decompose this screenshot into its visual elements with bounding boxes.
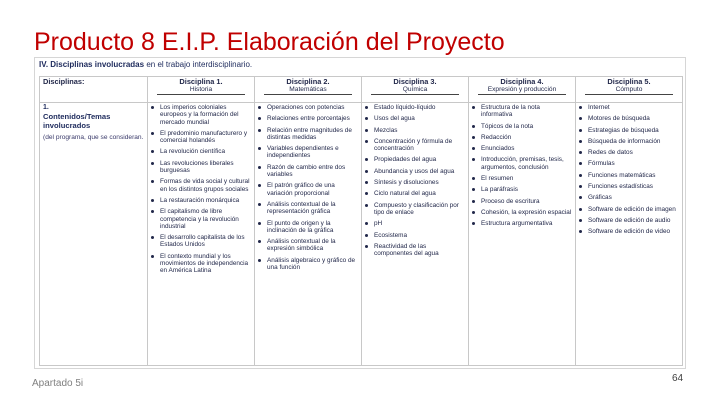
row-number: 1. [43,104,49,111]
list-item [472,175,572,182]
list-item-text: La paráfrasis [481,186,518,194]
disciplines-table [39,76,683,366]
row-note: (del programa, que se consideran. [43,134,144,142]
document-heading-rest: en el trabajo interdisciplinario. [144,60,253,69]
list-item [472,209,572,216]
list-item [579,160,679,167]
list-item [258,145,358,160]
list-item-text: El patrón gráfico de una variación proporcional [267,182,335,197]
cell-discipline-1 [148,103,255,366]
list-item [472,220,572,227]
list-item-text: Concentración y fórmula de concentración [374,137,453,153]
list-item-text: Software de edición de imagen [588,205,676,213]
list-item-text: La restauración monárquica [160,196,240,204]
bullet-icon [579,185,582,188]
list-item-text: Proceso de escritura [481,197,540,205]
bullet-icon [579,106,582,109]
list-item-text: Relaciones entre porcentajes [267,115,350,123]
list-item-text: Estructura argumentativa [481,220,553,228]
bullet-icon [151,132,154,135]
list-item [579,149,679,156]
list-item [472,156,572,171]
list-item [472,104,572,119]
bullet-icon [579,162,582,165]
list-item [151,160,251,175]
bullet-icon [365,222,368,225]
list-item-text: El resumen [481,175,514,183]
list-item-text: Búsqueda de información [588,137,661,145]
bullet-icon [472,177,475,180]
document-scan [34,57,686,369]
bullet-icon [472,188,475,191]
bullet-icon [365,245,368,248]
list-item-text: El predominio manufacturero y comercial holandés [160,129,248,145]
bullet-icon [579,208,582,211]
table-row [40,103,683,366]
bullet-icon [579,140,582,143]
list-item-text: Estado líquido-líquido [374,104,436,111]
list-item-text: Análisis contextual de la representación gráfica [267,200,336,216]
list-item [365,104,465,111]
slide-title: Producto 8 E.I.P. Elaboración del Proyecto [34,28,505,56]
list-item-text: Gráficas [588,194,612,202]
list-item-text: Estrategias de búsqueda [588,126,659,134]
list-item [258,257,358,272]
list-item-text: Relación entre magnitudes de distintas medidas [267,126,352,141]
bullet-icon [151,255,154,258]
bullet-icon [365,204,368,207]
list-item [579,206,679,213]
list-item-text: Introducción, premisas, tesis, argumentos, conclusión [481,156,564,171]
list-item-text: Motores de búsqueda [588,115,650,123]
list-item [365,232,465,239]
list-item-text: Reactividad de las componentes del agua [374,242,439,258]
bullet-icon [365,117,368,120]
bullet-icon [151,199,154,202]
list-item-text: Fórmulas [588,160,615,168]
list-item-text: Estructura de la nota informativa [481,104,540,119]
bullet-icon [365,192,368,195]
row-label-cell [40,103,148,366]
list-item [472,198,572,205]
bullet-icon [258,203,261,206]
list-item [579,104,679,111]
bullet-icon [151,180,154,183]
bullet-icon [258,222,261,225]
page-number: 64 [672,373,684,384]
list-item-text: pH [374,220,383,228]
list-item [365,220,465,227]
list-item [579,194,679,201]
bullet-icon [579,174,582,177]
list-item [151,130,251,145]
bullet-icon [258,240,261,243]
list-item-text: Razón de cambio entre dos variables [267,163,346,179]
bullet-icon [258,106,261,109]
list-item [365,243,465,258]
list-item [472,134,572,141]
cell-discipline-5 [576,103,683,366]
list-item-text: El punto de origen y la inclinación de la gráfica [267,219,334,234]
bullet-icon [472,136,475,139]
header-discipline-2: Disciplina 2. Matemáticas [255,77,362,103]
list-item [365,127,465,134]
list-item-text: Ciclo natural del agua [374,190,436,198]
list-item-text: El capitalismo de libre competencia y la revolución industrial [160,208,239,230]
list-item [258,115,358,122]
list-item-text: Funciones estadísticas [588,183,654,191]
bullet-icon [472,158,475,161]
list-item [579,115,679,122]
list-item [258,238,358,253]
list-item-text: Análisis algebraico y gráfico de una función [267,256,356,272]
bullet-icon [151,236,154,239]
list-item-text: Software de edición de video [588,228,671,236]
list-item-text: Síntesis y disoluciones [374,179,439,187]
bullet-icon [579,117,582,120]
list-item [151,234,251,249]
list-item [365,115,465,122]
list-item-text: Abundancia y usos del agua [374,167,455,175]
list-item-text: Formas de vida social y cultural en los distintos grupos sociales [160,178,250,193]
list-item-text: Mezclas [374,126,398,134]
bullet-icon [365,140,368,143]
row-title: Contenidos/Temas involucrados [43,112,111,130]
bullet-icon [151,162,154,165]
bullet-icon [579,219,582,222]
list-item-text: Operaciones con potencias [267,104,345,111]
list-item-text: Funciones matemáticas [588,171,656,179]
bullet-icon [151,106,154,109]
bullet-icon [579,196,582,199]
bullet-icon [365,158,368,161]
bullet-icon [258,259,261,262]
bullet-icon [365,181,368,184]
list-item-text: Usos del agua [374,115,415,123]
list-item-text: La revolución científica [160,148,226,156]
bullet-icon [365,234,368,237]
header-discipline-1: Disciplina 1. Historia [148,77,255,103]
list-item [472,186,572,193]
list-item-text: Enunciados [481,145,515,153]
list-item-text: Redacción [481,133,512,141]
list-item-text: Cohesión, la expresión espacial [481,208,572,216]
bullet-icon [258,166,261,169]
list-item [151,208,251,230]
bullet-icon [472,200,475,203]
list-item-text: Compuesto y clasificación por tipo de enlace [374,201,459,216]
bullet-icon [472,222,475,225]
footer-section-label: Apartado 5i [32,378,84,389]
list-item-text: Las revoluciones liberales burguesas [160,159,234,175]
list-item [258,104,358,111]
bullet-icon [579,129,582,132]
list-item-text: Variables dependientes e independientes [267,145,339,160]
list-item [258,127,358,142]
bullet-icon [258,184,261,187]
list-item-text: Redes de datos [588,149,633,157]
list-item [151,178,251,193]
bullet-icon [365,129,368,132]
list-item [151,197,251,204]
bullet-icon [579,151,582,154]
list-item [258,182,358,197]
bullet-icon [472,125,475,128]
list-item-text: Ecosistema [374,231,408,239]
list-item-text: El contexto mundial y los movimientos de independencia en América Latina [160,252,249,275]
header-corner: Disciplinas: [40,77,148,103]
list-item [579,172,679,179]
bullet-icon [472,106,475,109]
list-item [151,253,251,275]
bullet-icon [151,210,154,213]
list-item [365,156,465,163]
list-item-text: Internet [588,104,610,111]
bullet-icon [258,129,261,132]
list-item [579,127,679,134]
document-heading-bold: IV. Disciplinas involucradas [39,60,145,69]
list-item [258,201,358,216]
bullet-icon [579,230,582,233]
header-discipline-5: Disciplina 5. Cómputo [576,77,683,103]
list-item [579,228,679,235]
bullet-icon [151,150,154,153]
list-item [365,179,465,186]
list-item [151,104,251,126]
list-item-text: Los imperios coloniales europeos y la formación del mercado mundial [160,104,239,126]
table-header-row [40,77,683,103]
cell-discipline-4 [469,103,576,366]
list-item-text: Software de edición de audio [588,216,671,224]
bullet-icon [258,147,261,150]
list-item [472,123,572,130]
list-item [472,145,572,152]
list-item-text: Propiedades del agua [374,156,437,164]
list-item [365,168,465,175]
document-heading [39,60,252,69]
header-discipline-3: Disciplina 3. Química [362,77,469,103]
list-item [258,164,358,179]
list-item [365,138,465,153]
list-item-text: El desarrollo capitalista de los Estados Unidos [160,234,245,249]
cell-discipline-3 [362,103,469,366]
bullet-icon [365,106,368,109]
list-item [579,138,679,145]
list-item [151,148,251,155]
list-item-text: Tópicos de la nota [481,122,534,130]
bullet-icon [472,147,475,150]
list-item [258,220,358,235]
list-item [579,183,679,190]
list-item [365,190,465,197]
bullet-icon [365,170,368,173]
list-item [579,217,679,224]
list-item-text: Análisis contextual de la expresión simbólica [267,238,336,253]
cell-discipline-2 [255,103,362,366]
list-item [365,202,465,217]
bullet-icon [258,117,261,120]
bullet-icon [472,211,475,214]
header-discipline-4: Disciplina 4. Expresión y producción [469,77,576,103]
